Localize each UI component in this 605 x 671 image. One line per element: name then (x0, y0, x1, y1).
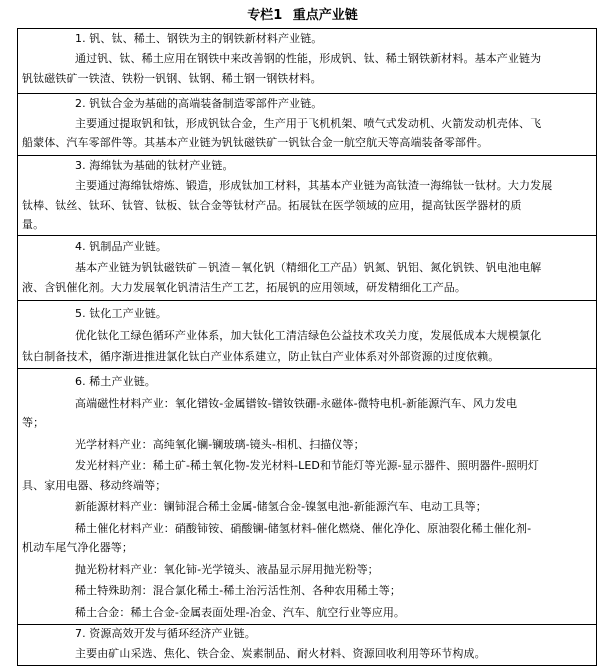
section-line: 发光材料产业：稀土矿-稀土氧化物-发光材料-LED和节能灯等光源-显示器件、照明器件-照明灯 (75, 459, 539, 472)
section-heading: 6. 稀土产业链。 (75, 375, 156, 388)
section-line: 等； (22, 416, 45, 429)
section-circular-economy (18, 625, 596, 665)
section-line: 高端磁性材料产业：氧化镨钕-金属镨钕-镨钕铁硼-永磁体-微特电机-新能源汽车、风力发电 (75, 397, 518, 410)
section-heading: 1. 钒、钛、稀土、钢铁为主的钢铁新材料产业链。 (75, 32, 323, 45)
section-line: 优化钛化工绿色循环产业体系，加大钛化工清洁绿色公益技术攻关力度，发展低成本大规模氯化 (75, 329, 542, 342)
title-label: 专栏1 (247, 8, 283, 23)
page-title (0, 8, 605, 24)
section-heading: 7. 资源高效开发与循环经济产业链。 (75, 627, 256, 640)
industry-chain-table (17, 28, 597, 666)
section-sponge-titanium (18, 156, 596, 236)
section-line: 机动车尾气净化器等； (22, 541, 133, 554)
section-line: 基本产业链为钒钛磁铁矿－钒渣－氧化钒（精细化工产品）钒氮、钒铝、氮化钒铁、钒电池电解 (75, 261, 542, 274)
section-line: 具、家用电器、移动终端等； (22, 479, 167, 492)
section-heading: 3. 海绵钛为基础的钛材产业链。 (75, 159, 234, 172)
section-line: 稀土合金：稀土合金-金属表面处理-冶金、汽车、航空行业等应用。 (75, 606, 406, 619)
section-line: 主要通过提取钒和钛，形成钒钛合金，生产用于飞机机架、喷气式发动机、火箭发动机壳体、飞 (75, 117, 542, 130)
section-line: 稀土特殊助剂：混合氯化稀土-稀土治污活性剂、各种农用稀土等； (75, 584, 401, 597)
section-line: 通过钒、钛、稀土应用在钢铁中来改善钢的性能，形成钒、钛、稀土钢铁新材料。基本产业链为 (75, 52, 542, 65)
title-text: 重点产业链 (292, 8, 358, 23)
section-line: 主要通过海绵钛熔炼、锻造，形成钛加工材料，其基本产业链为高钛渣一海绵钛一钛材。大力发展 (75, 179, 553, 192)
section-line: 抛光粉材料产业：氧化铈-光学镜头、液晶显示屏用抛光粉等； (75, 563, 379, 576)
section-vanadium-titanium-alloy (18, 94, 596, 156)
section-steel-new-materials (18, 29, 596, 94)
section-line: 钛白制备技术，循序渐进推进氯化钛白产业体系建立，防止钛白产业体系对外部资源的过度依赖。 (22, 350, 500, 363)
section-heading: 5. 钛化工产业链。 (75, 307, 167, 320)
section-line: 光学材料产业：高纯氧化镧-镧玻璃-镜头-相机、扫描仪等； (75, 438, 365, 451)
section-vanadium-products (18, 236, 596, 301)
section-line: 新能源材料产业：镧铈混合稀土金属-储氢合金-镍氢电池-新能源汽车、电动工具等； (75, 500, 487, 513)
section-rare-earth (18, 369, 596, 625)
section-line: 液、含钒催化剂。大力发展氧化钒清洁生产工艺，拓展钒的应用领域，研发精细化工产品。 (22, 281, 466, 294)
section-line: 钒钛磁铁矿一铁渣、铁粉一钒钢、钛钢、稀土钢一钢铁材料。 (22, 72, 322, 85)
section-heading: 2. 钒钛合金为基础的高端装备制造零部件产业链。 (75, 97, 323, 110)
section-line: 船蒙体、汽车零部件等。其基本产业链为钒钛磁铁矿一钒钛合金一航空航天等高端装备零部件。 (22, 136, 489, 149)
section-heading: 4. 钒制品产业链。 (75, 240, 167, 253)
section-line: 钛棒、钛丝、钛环、钛管、钛板、钛合金等钛材产品。拓展钛在医学领域的应用，提高钛医学器材的质 (22, 199, 522, 212)
section-line: 稀土催化材料产业：硝酸铈铵、硝酸镧-储氢材料-催化燃烧、催化净化、原油裂化稀土催化剂- (75, 522, 532, 535)
section-titanium-chemical (18, 301, 596, 369)
section-line: 主要由矿山采选、焦化、铁合金、炭素制品、耐火材料、资源回收利用等环节构成。 (75, 647, 486, 660)
section-line: 量。 (22, 218, 45, 231)
